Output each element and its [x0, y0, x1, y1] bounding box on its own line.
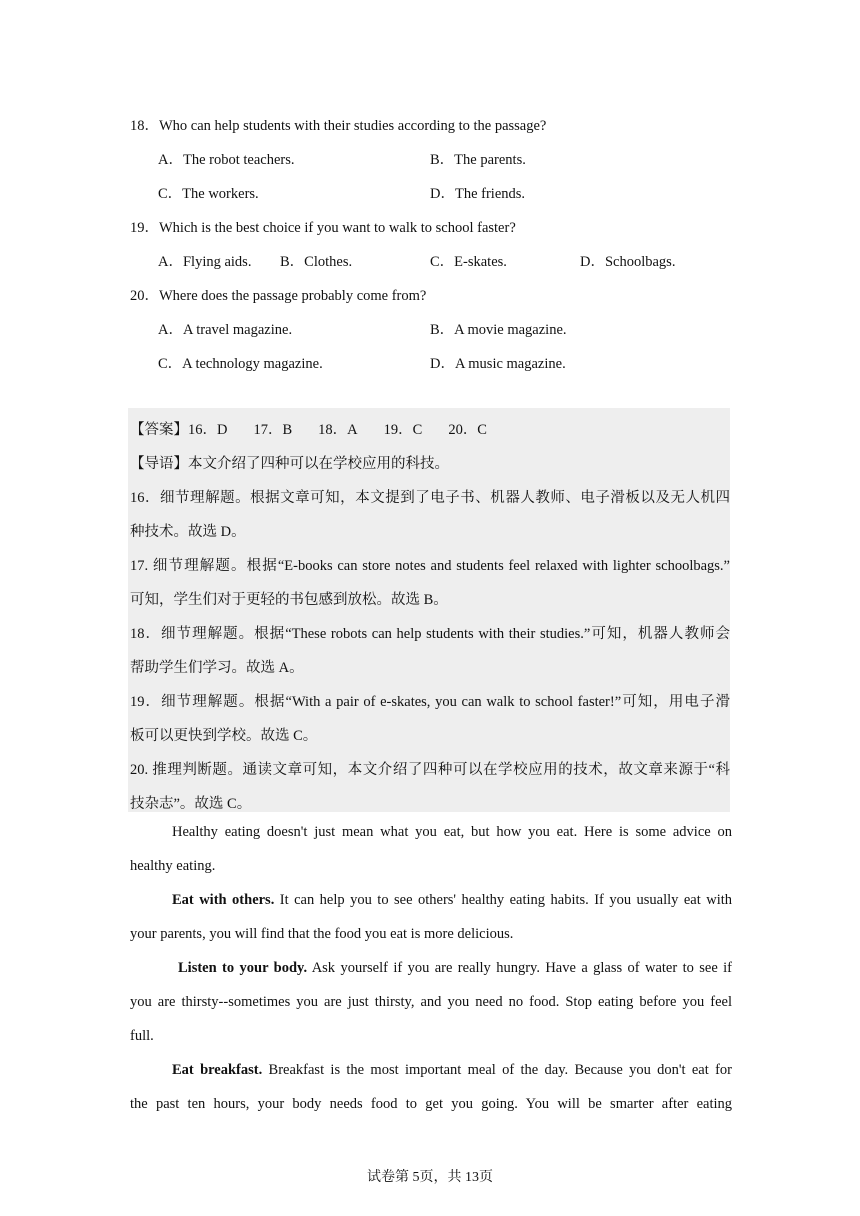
explanation-line: 种技术。故选 D。	[130, 524, 246, 540]
explanation-line: 19．细节理解题。根据“With a pair of e-skates, you can walk to school faster!”可知，用电子滑	[130, 694, 730, 710]
heading-eat-breakfast: Eat breakfast.	[172, 1062, 263, 1078]
question-18-option-d: D．The friends.	[430, 186, 526, 202]
passage-intro-line: healthy eating.	[130, 858, 216, 874]
answer-item: 19．C	[383, 422, 423, 438]
paragraph-line: you are thirsty--sometimes you are just thirsty, and you need no food. Stop eating before you feel	[130, 994, 732, 1010]
explanation-line: 技杂志”。故选 C。	[130, 796, 252, 812]
question-18-option-b: B．The parents.	[430, 152, 526, 168]
question-20-option-a: A．A travel magazine.	[158, 322, 293, 338]
question-19-option-b: B．Clothes.	[280, 254, 353, 270]
question-20-option-d: D．A music magazine.	[430, 356, 566, 372]
answer-item: 17．B	[253, 422, 293, 438]
paragraph-line: the past ten hours, your body needs food to get you going. You will be smarter after eating	[130, 1096, 732, 1112]
passage-intro-line: Healthy eating doesn't just mean what you eat, but how you eat. Here is some advice on	[172, 824, 732, 840]
answer-key-line	[130, 418, 487, 439]
paragraph-eat-breakfast	[130, 1062, 732, 1079]
question-19-option-c: C．E-skates.	[430, 254, 507, 270]
question-20-stem: 20．Where does the passage probably come from?	[130, 288, 427, 304]
question-19-option-a: A．Flying aids.	[158, 254, 252, 270]
question-20-option-b: B．A movie magazine.	[430, 322, 567, 338]
explanation-line: 板可以更快到学校。故选 C。	[130, 728, 318, 744]
heading-listen-to-your-body: Listen to your body.	[178, 960, 308, 976]
explanation-line: 帮助学生们学习。故选 A。	[130, 660, 304, 676]
explanation-line: 20. 推理判断题。通读文章可知，本文介绍了四种可以在学校应用的技术，故文章来源于“科	[130, 762, 730, 778]
explanation-line: 18．细节理解题。根据“These robots can help students with their studies.”可知，机器人教师会	[130, 626, 730, 642]
answer-guide: 【导语】本文介绍了四种可以在学校应用的科技。	[130, 456, 449, 472]
paragraph-text: Ask yourself if you are really hungry. Have a glass of water to see if	[307, 960, 732, 976]
question-19-option-d: D．Schoolbags.	[580, 254, 676, 270]
answer-item: 18．A	[318, 422, 358, 438]
question-19-stem: 19．Which is the best choice if you want to walk to school faster?	[130, 220, 516, 236]
question-20-option-c: C．A technology magazine.	[158, 356, 323, 372]
explanation-line: 可知，学生们对于更轻的书包感到放松。故选 B。	[130, 592, 448, 608]
paragraph-text: It can help you to see others' healthy eating habits. If you usually eat with	[274, 892, 733, 908]
explanation-line: 17. 细节理解题。根据“E-books can store notes and students feel relaxed with lighter schoolbags.”	[130, 558, 730, 574]
paragraph-line: your parents, you will find that the food you eat is more delicious.	[130, 926, 514, 942]
paragraph-line: full.	[130, 1028, 154, 1044]
paragraph-eat-with-others	[130, 892, 732, 909]
answer-item: 20．C	[448, 422, 487, 438]
paragraph-listen-to-your-body	[130, 960, 732, 977]
question-18-option-c: C．The workers.	[158, 186, 259, 202]
answer-item: 16．D	[188, 422, 228, 438]
heading-eat-with-others: Eat with others.	[172, 892, 275, 908]
question-18-option-a: A．The robot teachers.	[158, 152, 295, 168]
answer-label: 【答案】	[130, 422, 188, 438]
explanation-line: 16．细节理解题。根据文章可知，本文提到了电子书、机器人教师、电子滑板以及无人机四	[130, 490, 730, 506]
paragraph-text: Breakfast is the most important meal of the day. Because you don't eat for	[262, 1062, 732, 1078]
question-18-stem: 18．Who can help students with their studies according to the passage?	[130, 118, 547, 134]
page-footer: 试卷第 5页，共 13页	[367, 1170, 493, 1185]
